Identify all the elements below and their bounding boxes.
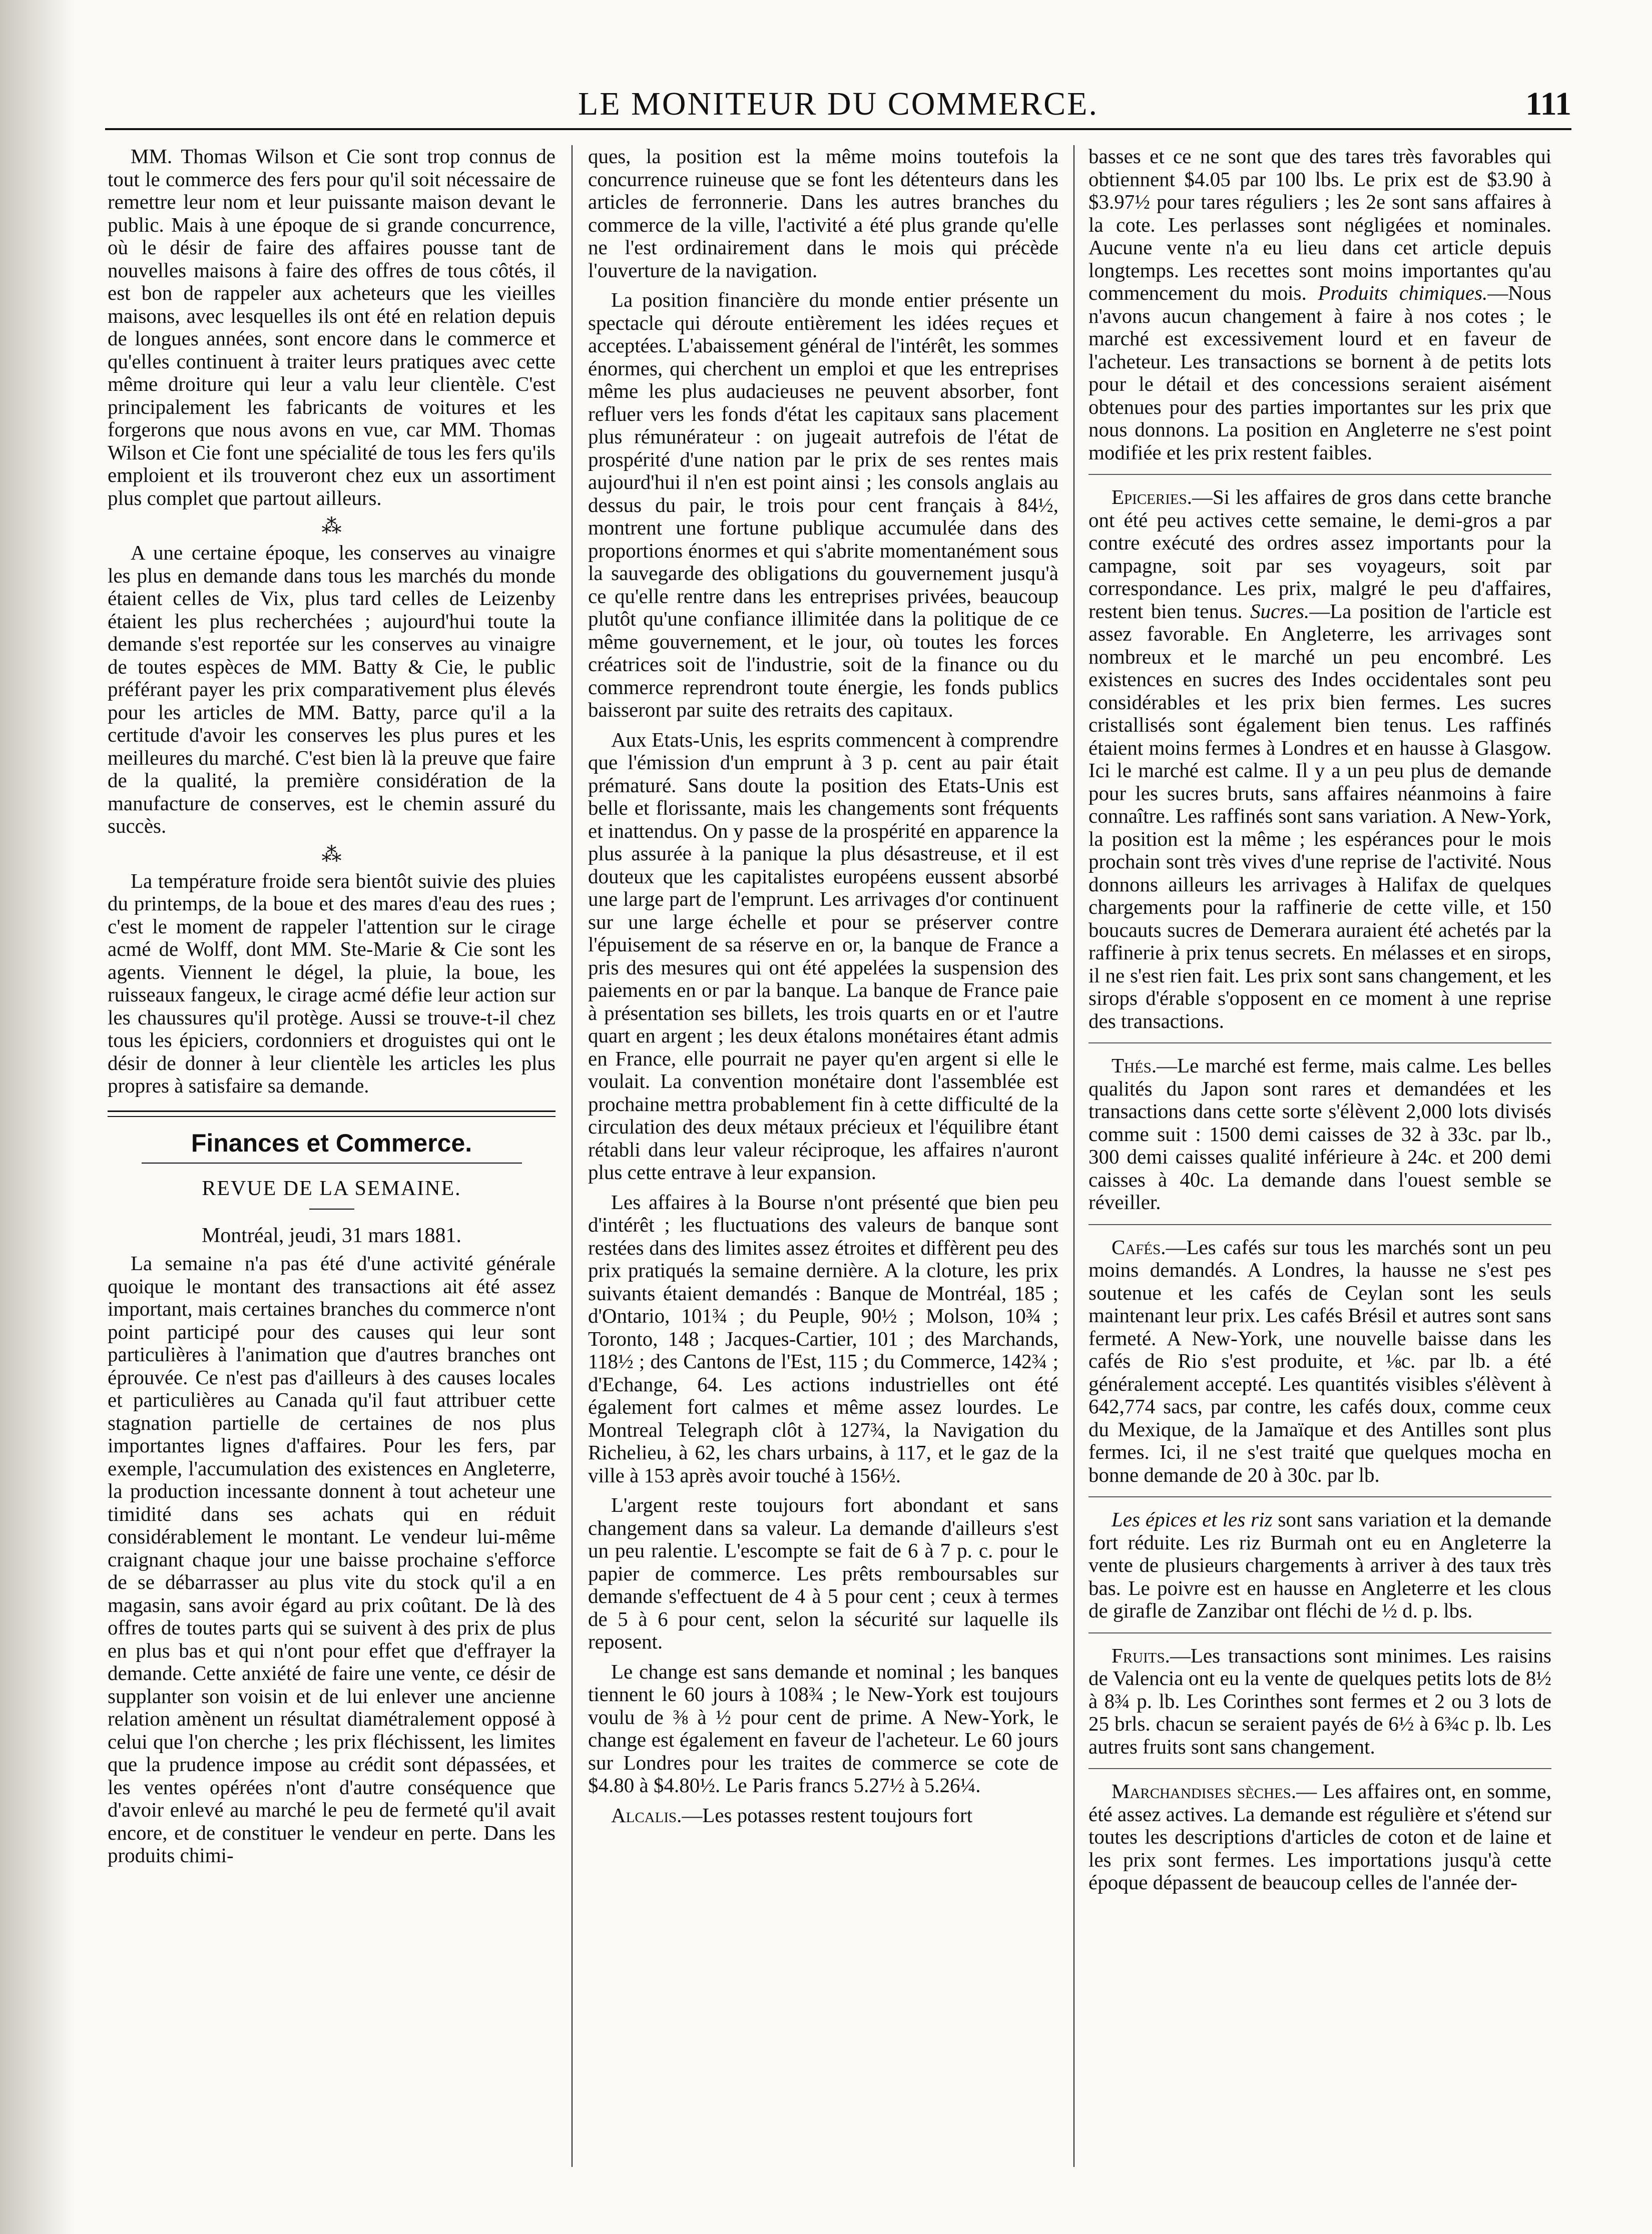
paragraph-position-financiere: La position financière du monde entier présente un spectacle qui déroute entièrement les idées reçues et acceptées. L'abaissement général de l'intérêt, les sommes énormes, qui cherchent un emploi et que les entreprises même les plus audacieuses ne peuvent absorber, font refluer vers les fonds d'état les capitaux sans placement plus rémunérateur : on jugeait autrefois de l'état de prospérité d'une nation par le prix de ses rentes mais aujourd'hui il n'en est point ainsi ; les consols anglais au dessus du pair, le trois pour cent français à 84½, montrent une fortune publique accumulée dans des proportions énormes et qui s'abrite momentanément sous la sauvegarde des obligations du gouvernement jusqu'à ce qu'elle rentre dans les entreprises privées, beaucoup plutôt qu'une confiance illimitée dans la politique de ce même gouvernement, et le jour, où toutes les forces créatrices soit de l'industrie, soit de la finance ou du commerce reprendront toute énergie, les fonds publics baisseront par suite des retraits des capitaux.: [588, 288, 1058, 721]
dinkus-separator: ⁂: [321, 515, 342, 537]
column-right: [1088, 145, 1551, 2167]
run-in-heading: Alcalis.: [611, 1803, 682, 1827]
paragraph-etats-unis: Aux Etats-Unis, les esprits commencent à comprendre que l'émission d'un emprunt à 3 p. cent au pair était prématuré. Sans doute la position des Etats-Unis est belle et florissante, mais les changements sont fréquents et inattendus. On y passe de la prospérité en apparence la plus assurée à la panique la plus désastreuse, et il est douteux que les capitalistes européens eussent absorbé une large part de l'emprunt. Les arrivages d'or continuent sur une large échelle et pour se préserver contre l'épuisement de sa réserve en or, la banque de France a pris des mesures qui ont été appelées la suspension des paiements en or par la banque. La banque de France paie à présentation ses billets, les trois quarts en or et l'autre quart en argent ; les deux étalons monétaires étant admis en France, elle pourrait ne payer qu'en argent si elle le voulait. La convention monétaire dont l'assemblée est prochaine mettra probablement fin à cette difficulté de la circulation des deux métaux précieux et l'équilibre étant rétabli dans leur valeur réciproque, les affaires n'auront plus cette entrave à leur expansion.: [588, 728, 1058, 1184]
run-in-heading: Produits chimiques.: [1318, 281, 1488, 304]
paragraph-alcalis: [588, 1804, 1058, 1827]
paragraph-argent: L'argent reste toujours fort abondant et sans changement dans sa valeur. La demande d'ailleurs s'est un peu ralentie. L'escompte se fait de 6 à 7 p. c. pour le papier de commerce. Les prêts remboursables sur demande s'effectuent de 4 à 5 pour cent ; ceux à termes de 5 à 6 pour cent, selon la sécurité sur laquelle ils reposent.: [588, 1493, 1058, 1653]
paragraph-text: —Les cafés sur tous les marchés sont un peu moins demandés. A Londres, la hausse ne s'est pes soutenue et les cafés de Ceylan sont les seuls maintenant leur prix. Les cafés Brésil et autres sont sans fermeté. A New-York, une nouvelle baisse dans les cafés de Rio s'est produite, et ⅛c. par lb. a été généralement accepté. Les quantités visibles s'élèvent à 642,774 sacs, par contre, les cafés doux, comme ceux du Mexique, de la Jamaïque et des Antilles sont plus fermes. Ici, il ne s'est traité que quelques mocha en bonne demande de 20 à 30c. par lb.: [1088, 1235, 1551, 1486]
dinkus-separator: ⁂: [321, 843, 342, 866]
paragraph-text: —Nous n'avons aucun changement à faire à nos cotes ; le marché est excessivement lourd et en faveur de l'acheteur. Les transactions se bornent à de petits lots pour le détail et des concessions seraient aisément obtenues pour des parties importantes sur les prix que nous donnons. La position en Angleterre ne s'est point modifiée et les prix restent faibles.: [1088, 281, 1551, 464]
run-in-heading: Marchandises sèches.: [1112, 1780, 1297, 1803]
paragraph-potasses: [1088, 145, 1551, 464]
dateline: Montréal, jeudi, 31 mars 1881.: [201, 1224, 462, 1247]
column-middle: [588, 145, 1058, 2167]
paragraph-separator: [1088, 1768, 1551, 1769]
paragraph-text: —Les transactions sont minimes. Les raisins de Valencia ont eu la vente de quelques petits lots de 8½ à 8¾ p. lb. Les Corinthes sont fermes et 2 ou 3 lots de 25 brls. chacun se seraient payés de 6½ à 6¾c p. lb. Les autres fruits sont sans changement.: [1088, 1643, 1551, 1758]
column-divider: [572, 145, 573, 2167]
paragraph-batty-conserves: A une certaine époque, les conserves au vinaigre les plus en demande dans tous les marchés du monde étaient celles de Vix, plus tard celles de Leizenby étaient les plus recherchées ; aujourd'hui toute la demande s'est reportée sur les conserves au vinaigre de toutes espèces de MM. Batty & Cie, le public préférant payer les prix comparativement plus élevés pour les articles de MM. Batty, parce qu'il a la certitude d'avoir les conserves les plus pures et les meilleures du marché. C'est bien là la preuve que faire de la qualité, la première considération de la manufacture de conserves, est le chemin assuré du succès.: [108, 541, 556, 837]
paragraph-text: sont sans variation et la demande fort réduite. Les riz Burmah ont eu en Angleterre la vente de plusieurs chargements à arriver à des taux très bas. Le poivre est en hausse en Angleterre et les clous de girafle de Zanzibar ont fléchi de ½ d. p. lbs.: [1088, 1508, 1551, 1622]
paragraph-cirage-acme: La température froide sera bientôt suivie des pluies du printemps, de la boue et des mares d'eau des rues ; c'est le moment de rappeler l'attention sur le cirage acmé de Wolff, dont MM. Ste-Marie & Cie sont les agents. Viennent le dégel, la pluie, la boue, les ruisseaux fangeux, le cirage acmé défie leur action sur les chaussures qu'il protège. Aussi se trouve-t-il chez tous les épiciers, cordonniers et droguistes qui ont le désir de donner à leur clientèle les articles les plus propres à satisfaire sa demande.: [108, 869, 556, 1097]
paragraph-text: —Le marché est ferme, mais calme. Les belles qualités du Japon sont rares et demandées et les transactions dans cette sorte s'élèvent 2,000 lots divisés comme suit : 1500 demi caisses de 32 à 33c. par lb., 300 demi caisses qualité inférieure à 24c. et 200 demi caisses à 40c. La demande dans l'ouest semble se réveiller.: [1088, 1054, 1551, 1214]
section-double-rule: [108, 1110, 556, 1117]
run-in-heading: Epiceries.: [1112, 485, 1192, 508]
subtitle-rule: [309, 1209, 354, 1210]
paragraph-bourse: Les affaires à la Bourse n'ont présenté que bien peu d'intérêt ; les fluctuations des valeurs de banque sont restées dans des limites assez étroites et diffèrent peu des prix pratiqués la semaine dernière. A la cloture, les prix suivants étaient demandés : Banque de Montréal, 185 ; d'Ontario, 101¾ ; du Peuple, 90½ ; Molson, 10¾ ; Toronto, 148 ; Jacques-Cartier, 101 ; des Marchands, 118½ ; des Cantons de l'Est, 115 ; du Commerce, 142¾ ; d'Echange, 64. Les actions industrielles ont été également fort calmes et même assez lourdes. Le Montreal Telegraph clôt à 127¾, la Navigation du Richelieu, à 62, les chars urbains, à 117, et le gaz de la ville à 153 après avoir touché à 156½.: [588, 1190, 1058, 1487]
run-in-heading: Cafés.: [1112, 1235, 1166, 1259]
page-number: 111: [1525, 86, 1571, 122]
paragraph-thes: [1088, 1054, 1551, 1214]
paragraph-epices-riz: [1088, 1508, 1551, 1622]
column-left: [108, 145, 556, 2167]
paragraph-separator: [1088, 1632, 1551, 1633]
masthead-title: LE MONITEUR DU COMMERCE.: [578, 86, 1098, 122]
paragraph-text: —Les potasses restent toujours fort: [682, 1803, 973, 1827]
paragraph-marchandises-seches: [1088, 1780, 1551, 1894]
run-in-heading: Thés.: [1112, 1054, 1157, 1077]
paragraph-text: —La position de l'article est assez favorable. En Angleterre, les arrivages sont nombreux et le marché un peu encombré. Les existences en sucres des Indes occidentales sont peu considérables et les prix bien fermes. Les sucres cristallisés sont également bien tenus. Les raffinés étaient moins fermes à Londres et en hausse à Glasgow. Ici le marché est calme. Il y a un peu plus de demande pour les sucres bruts, sans affaires néanmoins à faire connaître. Les raffinés sont sans variation. A New-York, la position est la même ; les espérances pour le mois prochain sont très vives d'une reprise de l'activité. Nous donnons ailleurs les arrivages à Halifax de quelques chargements pour la raffinerie de cette ville, et 150 boucauts sucres de Demerara auraient été achetés par la raffinerie à prix tenus secrets. En mélasses et en sirops, il ne s'est rien fait. Les prix sont sans changement, et les sirops d'érable s'opposent en ce moment à une reprise des transactions.: [1088, 599, 1551, 1032]
paragraph-revue-semaine: La semaine n'a pas été d'une activité générale quoique le montant des transactions ait été assez important, mais certaines branches du commerce n'ont point participé pour des causes qui leur sont particulières à l'animation que d'autres branches ont éprouvée. Ce n'est pas d'ailleurs à des causes locales et particulières au Canada qu'il faut attribuer cette stagnation partielle de certaines de nos plus importantes lignes d'affaires. Pour les fers, par exemple, l'accumulation des existences en Angleterre, la production incessante donnent à tout acheteur une timidité dans ses achats qui en réduit considérablement le montant. Le vendeur lui-même craignant chaque jour une baisse prochaine s'efforce de se débarrasser au plus vite du stock qu'il a en magasin, sans avoir égard au prix coûtant. De là des offres de toutes parts qui se suivent à des prix de plus en plus bas et qui n'ont pour effet que d'effrayer la demande. Cette anxiété de faire une vente, ce désir de supplanter son voisin et de lui enlever une ancienne relation amènent un résultat diamétralement opposé à celui que l'on cherche ; les prix fléchissent, les limites que la prudence impose au crédit sont dépassées, et les ventes opérées n'ont d'autre conséquence que d'avoir enlevé au marché le peu de fermeté qu'il avait encore, et de constituer le vendeur en perte. Dans les produits chimi-: [108, 1252, 556, 1867]
paragraph-epiceries: [1088, 486, 1551, 1032]
section-title: Finances et Commerce.: [191, 1129, 472, 1157]
paragraph-separator: [1088, 1224, 1551, 1225]
paragraph-change: Le change est sans demande et nominal ; les banques tiennent le 60 jours à 108¾ ; le New-York est toujours voulu de ⅜ à ½ pour cent de prime. A New-York, le change est également en faveur de l'acheteur. Le 60 jours sur Londres pour les traites de commerce se cote de $4.80 à $4.80½. Le Paris francs 5.27½ à 5.26¼.: [588, 1659, 1058, 1797]
paragraph-text: — Les affaires ont, en somme, été assez actives. La demande est régulière et s'étend sur toutes les descriptions d'articles de coton et de laine et les prix sont fermes. Les importations jusqu'à cette époque dépassent de beaucoup celles de l'année der-: [1088, 1780, 1551, 1894]
run-in-heading: Fruits.: [1112, 1643, 1170, 1667]
paragraph-separator: [1088, 474, 1551, 475]
paragraph-cafes: [1088, 1236, 1551, 1487]
paragraph-separator: [1088, 1042, 1551, 1043]
section-rule: [142, 1163, 522, 1164]
scan-edge-shadow: [0, 0, 75, 2234]
section-subtitle: REVUE DE LA SEMAINE.: [202, 1177, 461, 1200]
paragraph-separator: [1088, 1496, 1551, 1497]
run-in-heading: Sucres.: [1250, 599, 1310, 623]
paragraph-text: basses et ce ne sont que des tares très favorables qui obtiennent $4.05 par 100 lbs. Le prix est de $3.90 à $3.97½ pour tares réguliers ; les 2e sont sans affaires à la cote. Les perlasses sont négligées et nominales. Aucune vente n'a eu lieu dans cet article depuis longtemps. Les recettes sont moins importantes qu'au commencement du mois.: [1088, 145, 1551, 304]
column-divider: [1073, 145, 1074, 2167]
paragraph-text: —Si les affaires de gros dans cette branche ont été peu actives cette semaine, le demi-gros a par contre exécuté des ordres assez importants pour la campagne, soit par ses voyageurs, soit par correspondance. Les prix, malgré le peu d'affaires, restent bien tenus.: [1088, 485, 1551, 623]
page-header: [105, 75, 1571, 130]
paragraph-continuation: ques, la position est la même moins toutefois la concurrence ruineuse que se font les détenteurs dans les articles de ferronnerie. Dans les autres branches du commerce de la ville, l'activité a été plus grande qu'elle ne l'est ordinairement dans le mois qui précède l'ouverture de la navigation.: [588, 145, 1058, 282]
header-rule: [105, 128, 1571, 130]
paragraph-fruits: [1088, 1644, 1551, 1759]
run-in-heading: Les épices et les riz: [1112, 1508, 1273, 1531]
paragraph-thomas-wilson: MM. Thomas Wilson et Cie sont trop connus de tout le commerce des fers pour qu'il soit nécessaire de remettre leur nom et leur puissante maison devant le public. Mais à une époque de si grande concurrence, où le désir de faire des affaires pousse tant de nouvelles maisons à faire des offres de tous côtés, il est bon de rappeler aux acheteurs que les vieilles maisons, avec lesquelles ils ont été en relation depuis de longues années, sont encore dans le commerce et qu'elles continuent à traiter leurs pratiques avec cette même droiture qui leur a valu leur clientèle. C'est principalement les fabricants de voitures et les forgerons que nous avons en vue, car MM. Thomas Wilson et Cie font une spécialité de tous les fers qu'ils emploient et ils trouveront chez eux un assortiment plus complet que partout ailleurs.: [108, 145, 556, 509]
